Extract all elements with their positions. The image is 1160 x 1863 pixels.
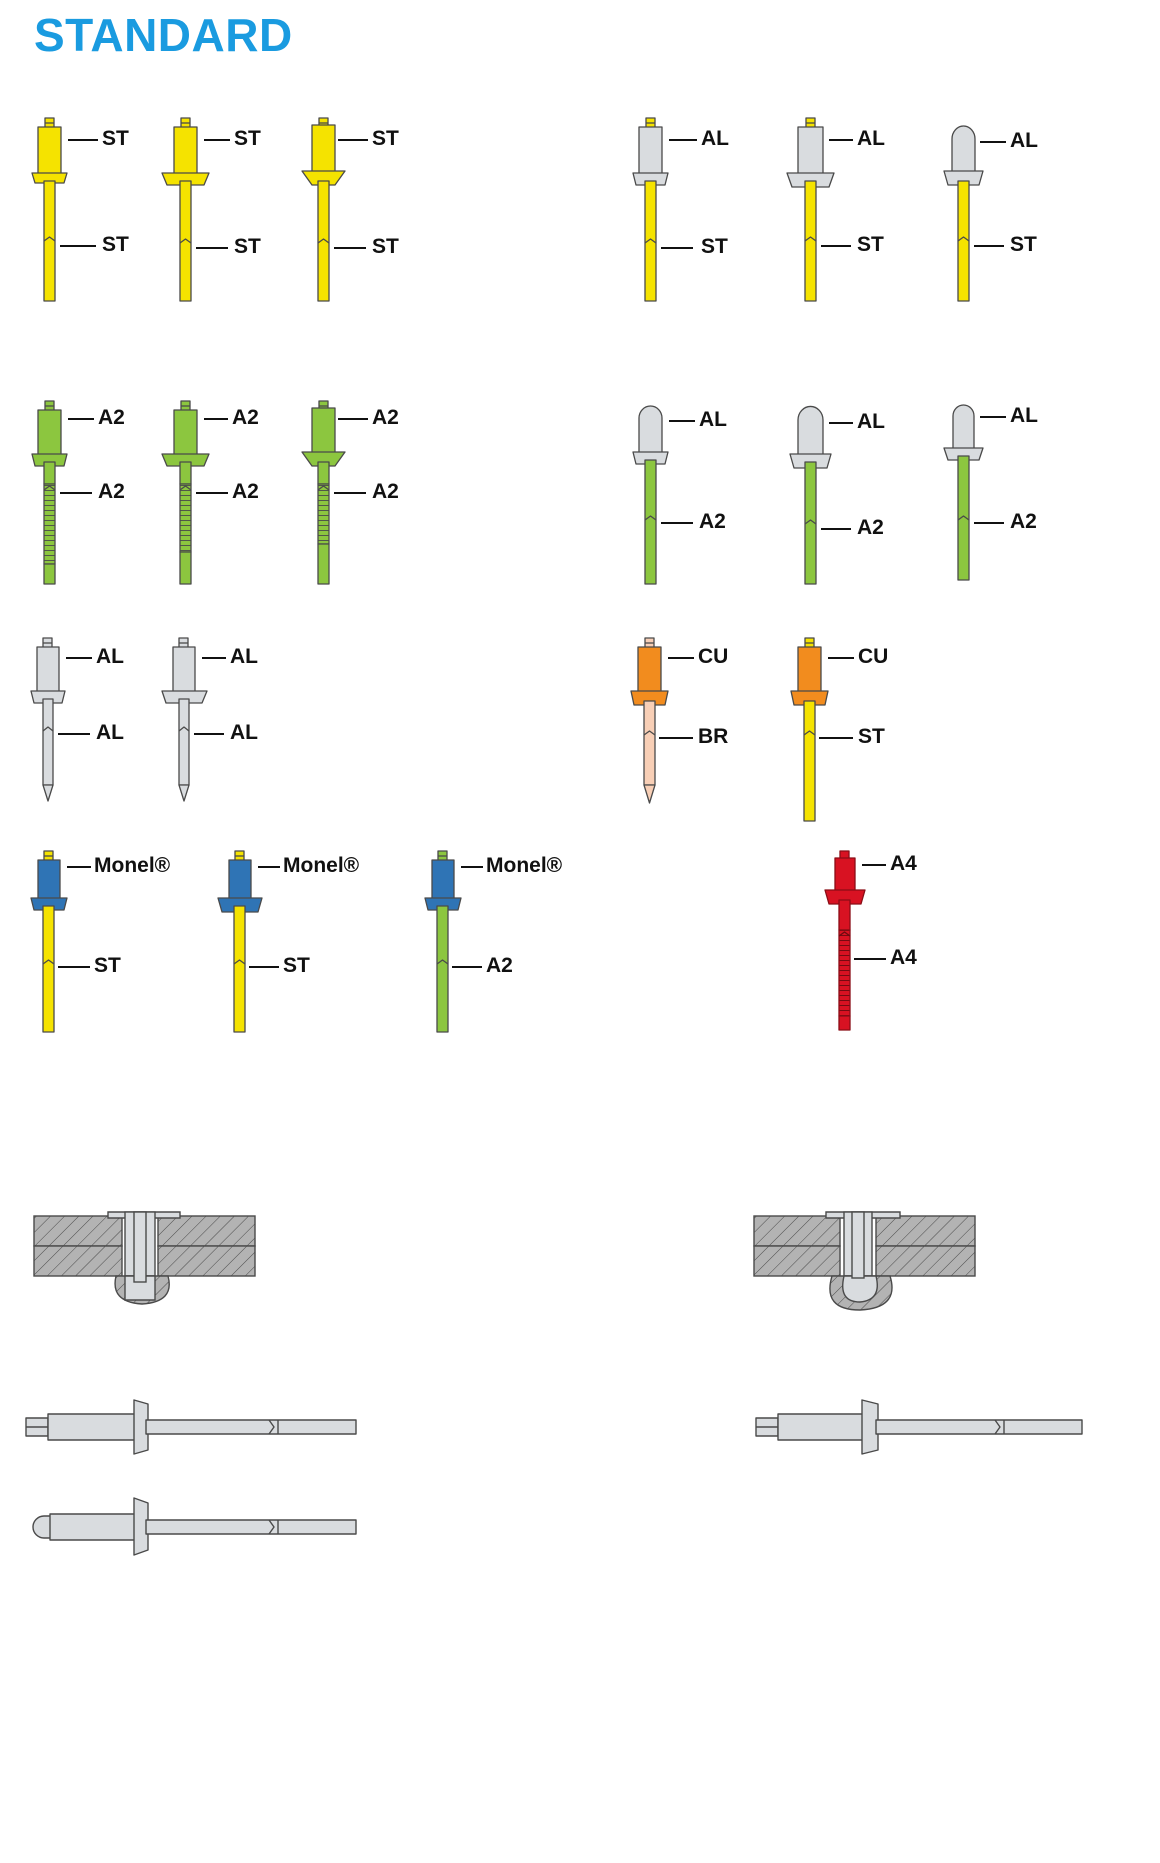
label-body-r3c2: AL xyxy=(230,721,258,744)
rivet-r1c6 xyxy=(938,115,1038,305)
leader-line xyxy=(60,492,92,494)
label-head-r2c1: A2 xyxy=(98,406,125,429)
rivet-r2c1 xyxy=(24,398,125,628)
leader-line xyxy=(980,141,1006,143)
leader-line xyxy=(974,245,1004,247)
label-body-r3c3: BR xyxy=(698,725,729,748)
label-head-r2c6: AL xyxy=(1010,404,1038,427)
label-body-r4c1: ST xyxy=(94,954,121,977)
label-body-r3c4: ST xyxy=(858,725,885,748)
leader-line xyxy=(828,657,854,659)
label-head-r1c3: ST xyxy=(372,127,399,150)
label-body-r1c6: ST xyxy=(1010,233,1037,256)
leader-line xyxy=(829,139,853,141)
leader-line xyxy=(821,528,851,530)
label-head-r2c4: AL xyxy=(699,408,727,431)
label-head-r3c1: AL xyxy=(96,645,124,668)
label-body-r1c5: ST xyxy=(857,233,884,256)
leader-line xyxy=(819,737,853,739)
label-body-r4c2: ST xyxy=(283,954,310,977)
label-body-r4c3: A2 xyxy=(486,954,513,977)
leader-line xyxy=(66,657,92,659)
rivet-r4c1 xyxy=(24,848,171,1048)
rivet-r3c1 xyxy=(24,635,124,825)
label-head-r3c2: AL xyxy=(230,645,258,668)
label-head-r3c3: CU xyxy=(698,645,729,668)
leader-line xyxy=(67,866,91,868)
leader-line xyxy=(194,733,224,735)
leader-line xyxy=(338,418,368,420)
leader-line xyxy=(204,139,230,141)
rivet-r2c3 xyxy=(298,398,399,628)
leader-line xyxy=(659,737,693,739)
label-head-r2c3: A2 xyxy=(372,406,399,429)
leader-line xyxy=(661,247,693,249)
leader-line xyxy=(821,245,851,247)
leader-line xyxy=(461,866,483,868)
leader-line xyxy=(669,139,697,141)
leader-line xyxy=(258,866,280,868)
label-body-r2c6: A2 xyxy=(1010,510,1037,533)
label-head-r1c5: AL xyxy=(857,127,885,150)
leader-line xyxy=(58,733,90,735)
leader-line xyxy=(669,420,695,422)
label-head-r4c2: Monel® xyxy=(283,854,360,877)
leader-line xyxy=(249,966,279,968)
label-head-r4c4: A4 xyxy=(890,852,917,875)
label-body-r2c3: A2 xyxy=(372,480,399,503)
label-body-r1c4: ST xyxy=(701,235,728,258)
leader-line xyxy=(338,139,368,141)
leader-line xyxy=(204,418,228,420)
leader-line xyxy=(862,864,886,866)
label-body-r2c1: A2 xyxy=(98,480,125,503)
leader-line xyxy=(68,139,98,141)
rivet-r1c3 xyxy=(298,115,399,305)
rivet-r1c5 xyxy=(785,115,885,305)
detail-right-section xyxy=(750,1208,980,1328)
label-body-r4c4: A4 xyxy=(890,946,917,969)
rivet-r2c4 xyxy=(625,398,727,628)
rivet-r4c2 xyxy=(215,848,360,1048)
label-body-r1c1: ST xyxy=(102,233,129,256)
rivet-r3c4 xyxy=(785,635,889,825)
leader-line xyxy=(60,245,96,247)
label-head-r4c1: Monel® xyxy=(94,854,171,877)
leader-line xyxy=(980,416,1006,418)
rivet-r1c4 xyxy=(625,115,729,305)
leader-line xyxy=(68,418,94,420)
detail-left-section xyxy=(30,1208,260,1328)
label-head-r2c5: AL xyxy=(857,410,885,433)
rivet-r1c1 xyxy=(24,115,129,305)
rivet-r2c5 xyxy=(785,398,885,628)
label-head-r1c1: ST xyxy=(102,127,129,150)
leader-line xyxy=(334,247,366,249)
label-head-r1c2: ST xyxy=(234,127,261,150)
label-body-r2c2: A2 xyxy=(232,480,259,503)
leader-line xyxy=(196,492,228,494)
rivet-r3c3 xyxy=(625,635,729,825)
leader-line xyxy=(58,966,90,968)
rivet-r3c2 xyxy=(160,635,258,825)
leader-line xyxy=(854,958,886,960)
label-head-r4c3: Monel® xyxy=(486,854,563,877)
label-head-r3c4: CU xyxy=(858,645,889,668)
label-head-r1c6: AL xyxy=(1010,129,1038,152)
label-body-r1c2: ST xyxy=(234,235,261,258)
label-head-r2c2: A2 xyxy=(232,406,259,429)
detail-right-side-1 xyxy=(752,1390,1102,1460)
label-body-r2c4: A2 xyxy=(699,510,726,533)
label-body-r1c3: ST xyxy=(372,235,399,258)
leader-line xyxy=(202,657,226,659)
detail-left-side-1 xyxy=(22,1390,372,1460)
leader-line xyxy=(668,657,694,659)
label-body-r3c1: AL xyxy=(96,721,124,744)
rivet-r1c2 xyxy=(160,115,261,305)
label-head-r1c4: AL xyxy=(701,127,729,150)
label-body-r2c5: A2 xyxy=(857,516,884,539)
rivet-r2c2 xyxy=(160,398,259,628)
leader-line xyxy=(334,492,366,494)
page-title: STANDARD xyxy=(34,9,293,61)
leader-line xyxy=(974,522,1004,524)
leader-line xyxy=(196,247,228,249)
rivet-r2c6 xyxy=(938,398,1038,628)
leader-line xyxy=(829,422,853,424)
rivet-r4c3 xyxy=(418,848,563,1048)
rivet-r4c4 xyxy=(820,848,917,1048)
detail-left-side-2 xyxy=(22,1490,372,1570)
leader-line xyxy=(661,522,693,524)
leader-line xyxy=(452,966,482,968)
